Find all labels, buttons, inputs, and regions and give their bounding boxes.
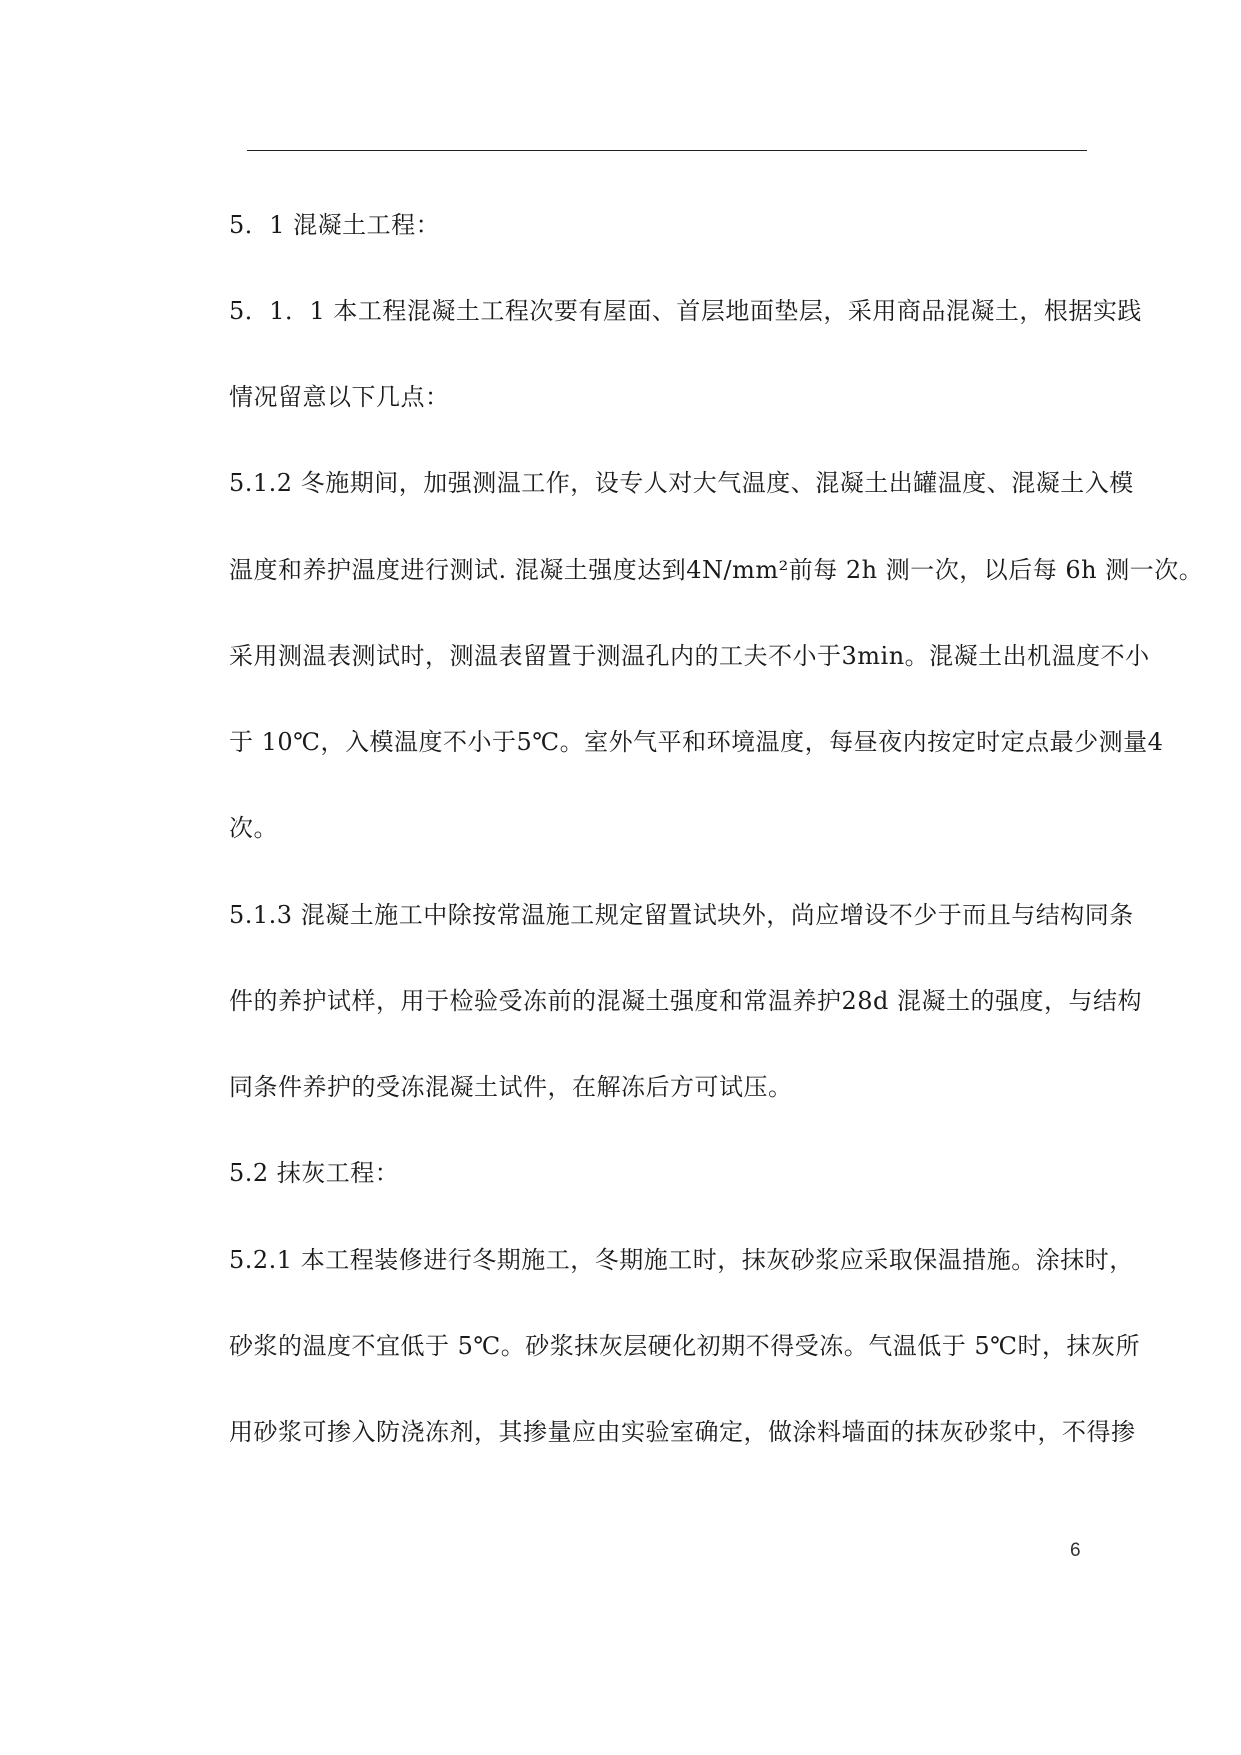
paragraph-line: 5.2.1 本工程装修进行冬期施工，冬期施工时，抹灰砂浆应采取保温措施。涂抹时， [229,1246,1134,1274]
paragraph-line: 同条件养护的受冻混凝土试件，在解冻后方可试压。 [229,1073,793,1101]
paragraph-line: 用砂浆可掺入防浇冻剂，其掺量应由实验室确定，做涂料墙面的抹灰砂浆中，不得掺 [229,1418,1136,1446]
paragraph-line: 5.1.2 冬施期间，加强测温工作，设专人对大气温度、混凝土出罐温度、混凝土入模 [229,469,1134,497]
page-number: 6 [1070,1540,1081,1561]
header-rule [247,150,1087,151]
paragraph-line: 5.1.3 混凝土施工中除按常温施工规定留置试块外，尚应增设不少于而且与结构同条 [229,901,1134,929]
section-heading-5-2: 5.2 抹灰工程： [229,1159,400,1187]
paragraph-line: 件的养护试样，用于检验受冻前的混凝土强度和常温养护28d 混凝土的强度，与结构 [229,987,1143,1015]
section-heading-5-1: 5．1 混凝土工程： [229,211,441,239]
paragraph-line: 于 10℃，入模温度不小于5℃。室外气平和环境温度，每昼夜内按定时定点最少测量4 [229,728,1164,756]
paragraph-line: 温度和养护温度进行测试. 混凝土强度达到4N/mm²前每 2h 测一次，以后每 6h 测一次。 [229,556,1204,584]
paragraph-line: 5．1．1 本工程混凝土工程次要有屋面、首层地面垫层，采用商品混凝土，根据实践 [229,297,1142,325]
paragraph-line: 情况留意以下几点： [229,383,450,411]
paragraph-line: 次。 [229,814,278,842]
paragraph-line: 采用测温表测试时，测温表留置于测温孔内的工夫不小于3min。混凝土出机温度不小 [229,642,1150,670]
paragraph-line: 砂浆的温度不宜低于 5℃。砂浆抹灰层硬化初期不得受冻。气温低于 5℃时，抹灰所 [229,1332,1140,1360]
